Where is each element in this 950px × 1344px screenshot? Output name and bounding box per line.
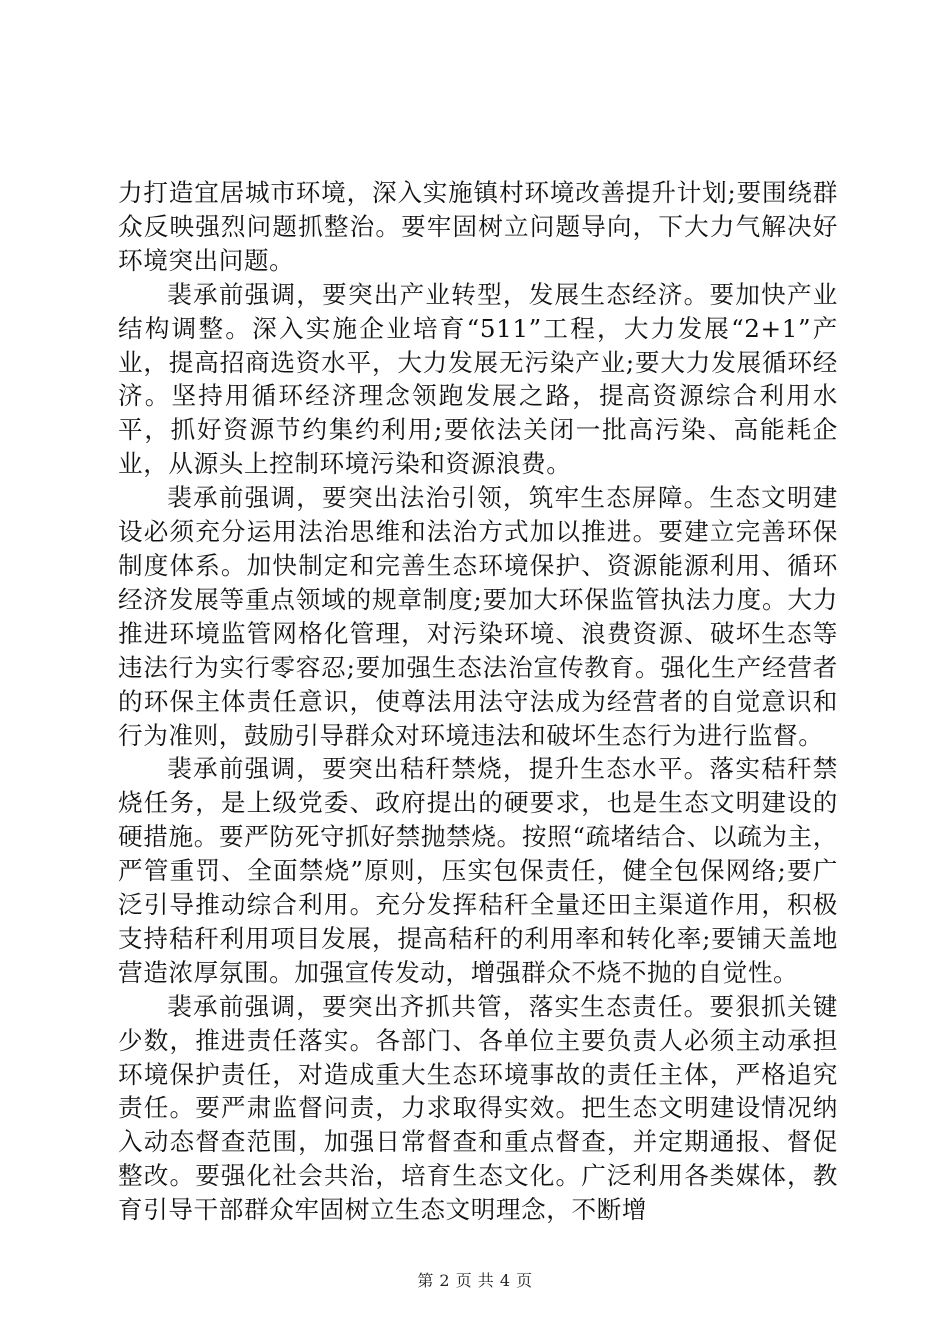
paragraph-2: 裴承前强调，要突出产业转型，发展生态经济。要加快产业结构调整。深入实施企业培育“511”工程，大力发展“2+1”产业，提高招商选资水平，大力发展无污染产业;要大力发展循环经济。坚持用循环经济理念领跑发展之路，提高资源综合利用水平，抓好资源节约集约利用;要依法关闭一批高污染、高能耗企业，从源头上控制环境污染和资源浪费。 xyxy=(118,279,838,479)
document-body xyxy=(118,176,838,1227)
paragraph-1: 力打造宜居城市环境，深入实施镇村环境改善提升计划;要围绕群众反映强烈问题抓整治。要牢固树立问题导向，下大力气解决好环境突出问题。 xyxy=(118,178,838,275)
page-footer: 第 2 页 共 4 页 xyxy=(417,1271,533,1290)
paragraph-5: 裴承前强调，要突出齐抓共管，落实生态责任。要狠抓关键少数，推进责任落实。各部门、各单位主要负责人必须主动承担环境保护责任，对造成重大生态环境事故的责任主体，严格追究责任。要严肃监督问责，力求取得实效。把生态文明建设情况纳入动态督查范围，加强日常督查和重点督查，并定期通报、督促整改。要强化社会共治，培育生态文化。广泛利用各类媒体，教育引导干部群众牢固树立生态文明理念，不断增 xyxy=(118,991,838,1225)
paragraph-3: 裴承前强调，要突出法治引领，筑牢生态屏障。生态文明建设必须充分运用法治思维和法治方式加以推进。要建立完善环保制度体系。加快制定和完善生态环境保护、资源能源利用、循环经济发展等重点领域的规章制度;要加大环保监管执法力度。大力推进环境监管网格化管理，对污染环境、浪费资源、破坏生态等违法行为实行零容忍;要加强生态法治宣传教育。强化生产经营者的环保主体责任意识，使尊法用法守法成为经营者的自觉意识和行为准则，鼓励引导群众对环境违法和破坏生态行为进行监督。 xyxy=(118,483,838,750)
paragraph-4: 裴承前强调，要突出秸秆禁烧，提升生态水平。落实秸秆禁烧任务，是上级党委、政府提出的硬要求，也是生态文明建设的硬措施。要严防死守抓好禁抛禁烧。按照“疏堵结合、以疏为主，严管重罚、全面禁烧”原则，压实包保责任，健全包保网络;要广泛引导推动综合利用。充分发挥秸秆全量还田主渠道作用，积极支持秸秆利用项目发展，提高秸秆的利用率和转化率;要铺天盖地营造浓厚氛围。加强宣传发动，增强群众不烧不抛的自觉性。 xyxy=(118,754,838,987)
